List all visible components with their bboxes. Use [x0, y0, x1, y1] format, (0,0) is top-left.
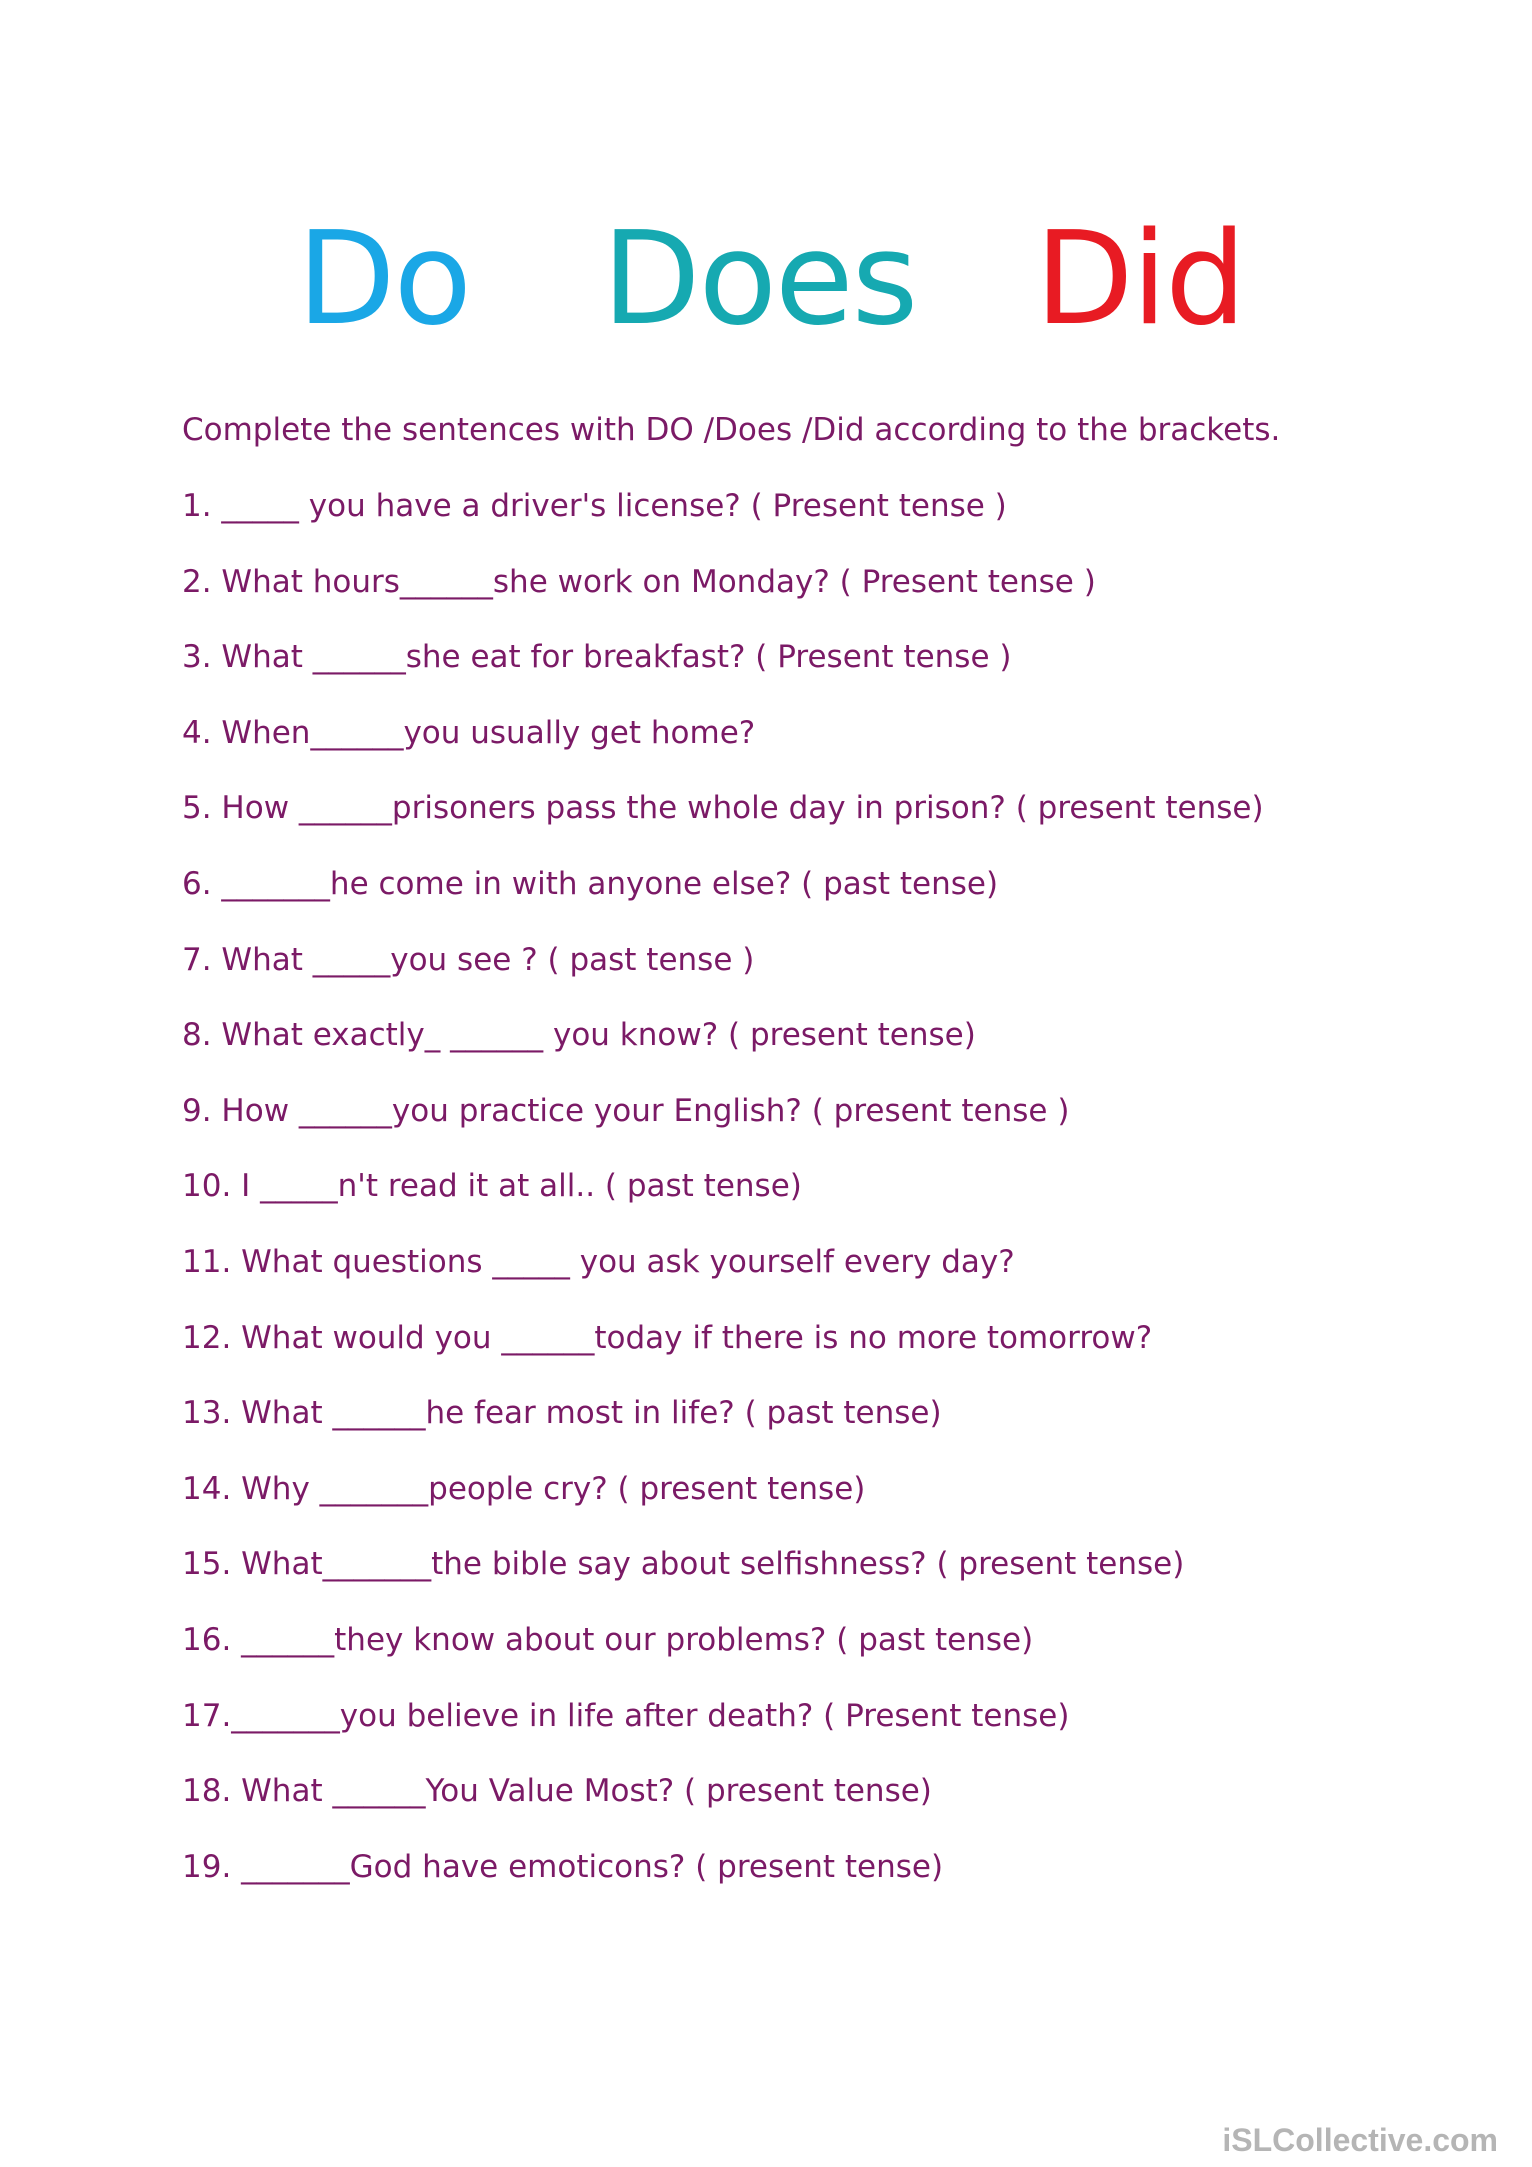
question-item: 18. What ______You Value Most? ( present tense)	[182, 1773, 932, 1810]
question-item: 17._______you believe in life after death? ( Present tense)	[182, 1697, 1070, 1734]
question-item: 5. How ______prisoners pass the whole day in prison? ( present tense)	[182, 790, 1264, 827]
question-item: 15. What_______the bible say about selfishness? ( present tense)	[182, 1546, 1185, 1583]
question-item: 6. _______he come in with anyone else? ( past tense)	[182, 865, 999, 902]
question-item: 7. What _____you see ? ( past tense )	[182, 941, 755, 978]
question-item: 11. What questions _____ you ask yourself every day?	[182, 1243, 1015, 1280]
question-item: 4. When______you usually get home?	[182, 714, 756, 751]
question-item: 13. What ______he fear most in life? ( past tense)	[182, 1395, 942, 1432]
question-list	[182, 480, 1264, 1916]
title-word-do: Do	[297, 205, 470, 354]
question-item: 8. What exactly_ ______ you know? ( present tense)	[182, 1017, 976, 1054]
question-item: 10. I _____n't read it at all.. ( past tense)	[182, 1168, 802, 1205]
watermark-logo: iSLCollective.com	[1222, 2122, 1498, 2158]
question-item: 3. What ______she eat for breakfast? ( Present tense )	[182, 639, 1012, 676]
question-item: 12. What would you ______today if there is no more tomorrow?	[182, 1319, 1153, 1356]
title-word-does: Does	[602, 205, 917, 354]
question-item: 2. What hours______she work on Monday? ( Present tense )	[182, 563, 1096, 600]
question-item: 1. _____ you have a driver's license? ( Present tense )	[182, 488, 1007, 524]
question-item: 16. ______they know about our problems? ( past tense)	[182, 1621, 1034, 1658]
instruction-text: Complete the sentences with DO /Does /Did according to the brackets.	[182, 412, 1281, 448]
worksheet-title	[0, 200, 1532, 360]
question-item: 19. _______God have emoticons? ( present tense)	[182, 1848, 944, 1885]
question-item: 9. How ______you practice your English? ( present tense )	[182, 1092, 1070, 1129]
question-item: 14. Why _______people cry? ( present tense)	[182, 1470, 866, 1507]
title-word-did: Did	[1035, 205, 1245, 354]
